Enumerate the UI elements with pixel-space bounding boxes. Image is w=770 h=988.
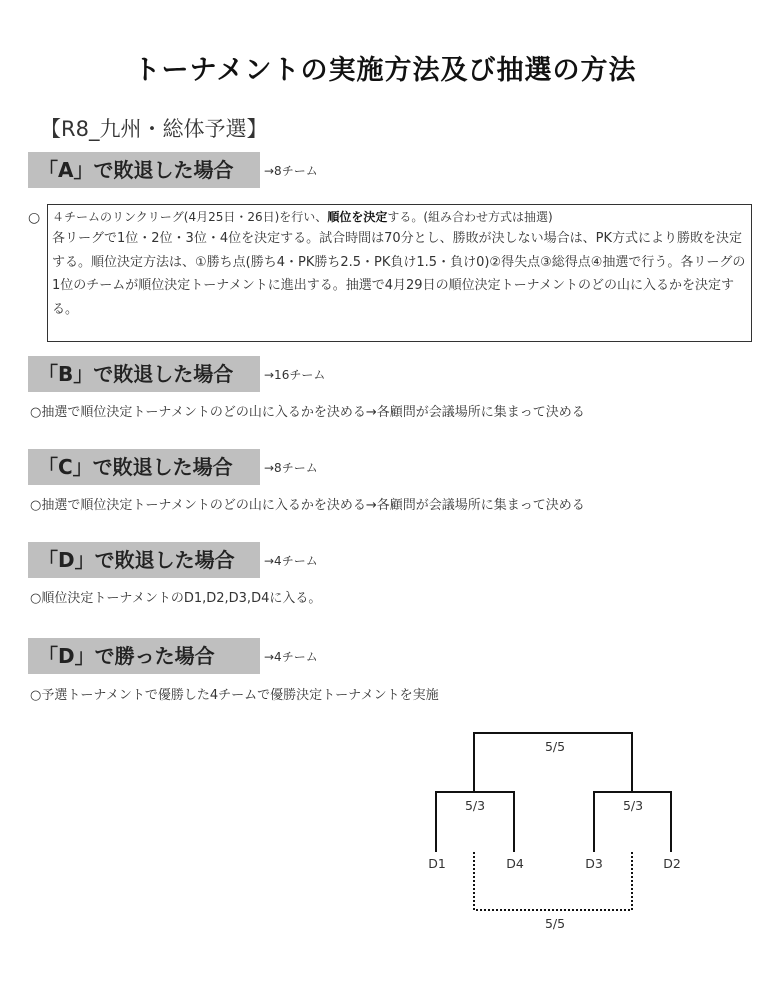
- section-b-note: ○抽選で順位決定トーナメントのどの山に入るかを決める→各顧問が会議場所に集まって決める: [30, 405, 585, 420]
- section-d-lose-label: 「D」で敗退した場合: [28, 542, 260, 578]
- page-title: トーナメントの実施方法及び抽選の方法: [133, 55, 637, 86]
- team-label: D2: [663, 856, 681, 871]
- page-subtitle: 【R8_九州・総体予選】: [40, 117, 268, 141]
- section-a-line1-post: する。(組み合わせ方式は抽選): [387, 210, 553, 224]
- section-b-count: →16チーム: [264, 368, 326, 382]
- section-a-label: 「A」で敗退した場合: [28, 152, 260, 188]
- team-label: D4: [506, 856, 524, 871]
- section-d-win-note: ○予選トーナメントで優勝した4チームで優勝決定トーナメントを実施: [30, 688, 439, 703]
- section-d-lose-note: ○順位決定トーナメントのD1,D2,D3,D4に入る。: [30, 591, 322, 606]
- section-b-label: 「B」で敗退した場合: [28, 356, 260, 392]
- section-c-note: ○抽選で順位決定トーナメントのどの山に入るかを決める→各顧問が会議場所に集まって決める: [30, 498, 585, 513]
- final-date: 5/5: [544, 739, 566, 754]
- section-c-count: →8チーム: [264, 461, 318, 475]
- semi-right-date: 5/3: [622, 798, 644, 813]
- section-c-label: 「C」で敗退した場合: [28, 449, 260, 485]
- section-d-lose-count: →4チーム: [264, 554, 318, 568]
- section-a-count: →8チーム: [264, 164, 318, 178]
- section-a-line1-bold: 順位を決定: [327, 210, 388, 224]
- semi-left-date: 5/3: [464, 798, 486, 813]
- section-a-bullet: ○: [28, 210, 41, 226]
- section-a-body: 各リーグで1位・2位・3位・4位を決定する。試合時間は70分とし、勝敗が決しない場合は、PK方式により勝敗を決定する。順位決定方法は、①勝ち点(勝ち4・PK勝ち2.5・PK負け1.5・負け0)②得失点③総得点④抽選で行う。各リーグの1位のチームが順位決定トーナメントに進出する。抽選で4月29日の順位決定トーナメントのどの山に入るかを決定する。: [52, 231, 746, 317]
- section-a-line1-pre: ４チームのリンクリーグ(4月25日・26日)を行い、: [52, 210, 328, 224]
- section-d-win-label: 「D」で勝った場合: [28, 638, 260, 674]
- team-label: D3: [585, 856, 603, 871]
- section-d-win-count: →4チーム: [264, 650, 318, 664]
- team-label: D1: [428, 856, 446, 871]
- third-place-bracket-line: [474, 852, 632, 910]
- third-place-date: 5/5: [544, 916, 566, 931]
